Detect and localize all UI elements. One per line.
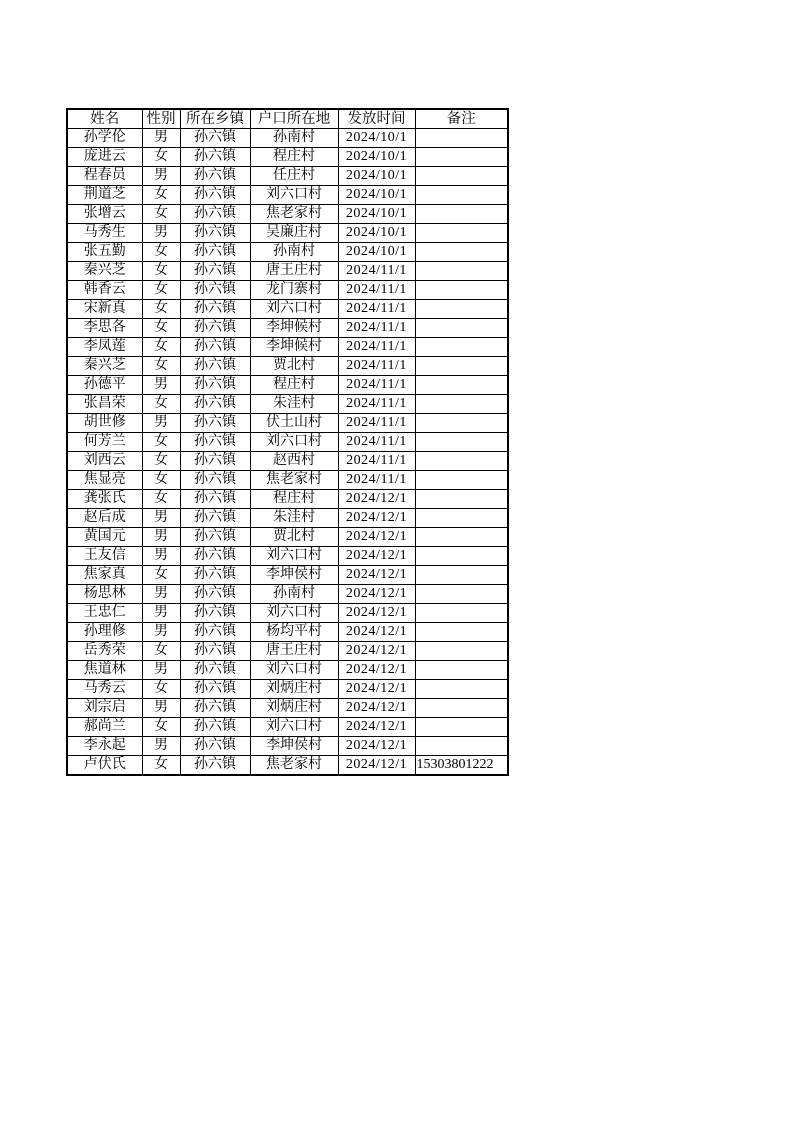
column-header-remark: 备注 bbox=[415, 109, 508, 129]
cell-gender: 男 bbox=[142, 623, 180, 642]
cell-issue_date: 2024/12/1 bbox=[338, 604, 415, 623]
cell-gender: 女 bbox=[142, 756, 180, 776]
cell-issue_date: 2024/11/1 bbox=[338, 376, 415, 395]
cell-residence: 程庄村 bbox=[250, 376, 338, 395]
cell-issue_date: 2024/10/1 bbox=[338, 224, 415, 243]
cell-remark bbox=[415, 129, 508, 148]
cell-name: 庞进云 bbox=[67, 148, 142, 167]
cell-remark bbox=[415, 224, 508, 243]
cell-name: 焦家真 bbox=[67, 566, 142, 585]
cell-township: 孙六镇 bbox=[180, 243, 250, 262]
cell-remark: 15303801222 bbox=[415, 756, 508, 776]
cell-residence: 赵西村 bbox=[250, 452, 338, 471]
table-row bbox=[67, 148, 508, 167]
table-row bbox=[67, 718, 508, 737]
roster-table bbox=[66, 108, 509, 776]
cell-gender: 男 bbox=[142, 414, 180, 433]
cell-remark bbox=[415, 148, 508, 167]
cell-township: 孙六镇 bbox=[180, 642, 250, 661]
cell-remark bbox=[415, 623, 508, 642]
cell-gender: 女 bbox=[142, 566, 180, 585]
table-row bbox=[67, 737, 508, 756]
cell-gender: 女 bbox=[142, 433, 180, 452]
table-row bbox=[67, 547, 508, 566]
cell-issue_date: 2024/11/1 bbox=[338, 281, 415, 300]
cell-residence: 刘六口村 bbox=[250, 547, 338, 566]
cell-name: 李凤莲 bbox=[67, 338, 142, 357]
cell-issue_date: 2024/12/1 bbox=[338, 756, 415, 776]
cell-issue_date: 2024/12/1 bbox=[338, 642, 415, 661]
cell-residence: 焦老家村 bbox=[250, 205, 338, 224]
table-row bbox=[67, 243, 508, 262]
cell-issue_date: 2024/12/1 bbox=[338, 509, 415, 528]
cell-gender: 男 bbox=[142, 737, 180, 756]
cell-remark bbox=[415, 300, 508, 319]
cell-residence: 孙南村 bbox=[250, 243, 338, 262]
table-row bbox=[67, 376, 508, 395]
cell-gender: 女 bbox=[142, 718, 180, 737]
cell-gender: 女 bbox=[142, 300, 180, 319]
cell-gender: 女 bbox=[142, 319, 180, 338]
cell-remark bbox=[415, 319, 508, 338]
table-row bbox=[67, 433, 508, 452]
cell-issue_date: 2024/11/1 bbox=[338, 338, 415, 357]
cell-gender: 男 bbox=[142, 547, 180, 566]
cell-issue_date: 2024/11/1 bbox=[338, 414, 415, 433]
cell-remark bbox=[415, 338, 508, 357]
cell-township: 孙六镇 bbox=[180, 414, 250, 433]
cell-residence: 刘六口村 bbox=[250, 604, 338, 623]
cell-remark bbox=[415, 604, 508, 623]
cell-township: 孙六镇 bbox=[180, 300, 250, 319]
cell-name: 王忠仁 bbox=[67, 604, 142, 623]
cell-issue_date: 2024/12/1 bbox=[338, 566, 415, 585]
table-row bbox=[67, 528, 508, 547]
cell-name: 张五勤 bbox=[67, 243, 142, 262]
table-row bbox=[67, 642, 508, 661]
cell-name: 郝尚兰 bbox=[67, 718, 142, 737]
cell-issue_date: 2024/11/1 bbox=[338, 300, 415, 319]
cell-issue_date: 2024/11/1 bbox=[338, 452, 415, 471]
cell-remark bbox=[415, 737, 508, 756]
table-row bbox=[67, 167, 508, 186]
cell-township: 孙六镇 bbox=[180, 148, 250, 167]
cell-name: 程春员 bbox=[67, 167, 142, 186]
cell-name: 杨思林 bbox=[67, 585, 142, 604]
cell-name: 马秀生 bbox=[67, 224, 142, 243]
cell-residence: 刘六口村 bbox=[250, 433, 338, 452]
cell-township: 孙六镇 bbox=[180, 490, 250, 509]
cell-residence: 孙南村 bbox=[250, 585, 338, 604]
cell-remark bbox=[415, 680, 508, 699]
cell-residence: 刘六口村 bbox=[250, 718, 338, 737]
table-row bbox=[67, 661, 508, 680]
cell-name: 何芳兰 bbox=[67, 433, 142, 452]
cell-issue_date: 2024/11/1 bbox=[338, 262, 415, 281]
cell-township: 孙六镇 bbox=[180, 167, 250, 186]
cell-residence: 吴廉庄村 bbox=[250, 224, 338, 243]
cell-gender: 男 bbox=[142, 376, 180, 395]
cell-residence: 李坤侯村 bbox=[250, 737, 338, 756]
table-row bbox=[67, 585, 508, 604]
cell-name: 刘西云 bbox=[67, 452, 142, 471]
cell-township: 孙六镇 bbox=[180, 566, 250, 585]
cell-remark bbox=[415, 509, 508, 528]
cell-township: 孙六镇 bbox=[180, 395, 250, 414]
cell-gender: 女 bbox=[142, 262, 180, 281]
cell-name: 李思各 bbox=[67, 319, 142, 338]
cell-issue_date: 2024/12/1 bbox=[338, 718, 415, 737]
cell-township: 孙六镇 bbox=[180, 129, 250, 148]
cell-residence: 刘炳庄村 bbox=[250, 699, 338, 718]
cell-gender: 男 bbox=[142, 528, 180, 547]
cell-name: 张昌荣 bbox=[67, 395, 142, 414]
table-row bbox=[67, 414, 508, 433]
table-row bbox=[67, 395, 508, 414]
cell-gender: 女 bbox=[142, 357, 180, 376]
cell-remark bbox=[415, 718, 508, 737]
cell-residence: 任庄村 bbox=[250, 167, 338, 186]
cell-gender: 女 bbox=[142, 642, 180, 661]
table-row bbox=[67, 566, 508, 585]
cell-name: 荆道芝 bbox=[67, 186, 142, 205]
cell-name: 韩香云 bbox=[67, 281, 142, 300]
cell-residence: 李坤候村 bbox=[250, 319, 338, 338]
cell-remark bbox=[415, 414, 508, 433]
cell-remark bbox=[415, 186, 508, 205]
table-row bbox=[67, 604, 508, 623]
cell-remark bbox=[415, 452, 508, 471]
cell-name: 赵后成 bbox=[67, 509, 142, 528]
cell-name: 孙德平 bbox=[67, 376, 142, 395]
cell-name: 孙理修 bbox=[67, 623, 142, 642]
cell-issue_date: 2024/10/1 bbox=[338, 205, 415, 224]
cell-gender: 女 bbox=[142, 680, 180, 699]
cell-residence: 杨均平村 bbox=[250, 623, 338, 642]
cell-township: 孙六镇 bbox=[180, 376, 250, 395]
cell-township: 孙六镇 bbox=[180, 186, 250, 205]
cell-remark bbox=[415, 471, 508, 490]
table-row bbox=[67, 699, 508, 718]
column-header-township: 所在乡镇 bbox=[180, 109, 250, 129]
cell-township: 孙六镇 bbox=[180, 699, 250, 718]
cell-remark bbox=[415, 547, 508, 566]
cell-issue_date: 2024/10/1 bbox=[338, 186, 415, 205]
cell-residence: 刘六口村 bbox=[250, 300, 338, 319]
cell-remark bbox=[415, 566, 508, 585]
cell-residence: 刘炳庄村 bbox=[250, 680, 338, 699]
cell-township: 孙六镇 bbox=[180, 224, 250, 243]
table-row bbox=[67, 300, 508, 319]
table-row bbox=[67, 490, 508, 509]
cell-gender: 男 bbox=[142, 167, 180, 186]
cell-remark bbox=[415, 433, 508, 452]
table-row bbox=[67, 129, 508, 148]
cell-issue_date: 2024/10/1 bbox=[338, 129, 415, 148]
cell-gender: 男 bbox=[142, 661, 180, 680]
cell-remark bbox=[415, 528, 508, 547]
cell-township: 孙六镇 bbox=[180, 357, 250, 376]
cell-township: 孙六镇 bbox=[180, 528, 250, 547]
cell-name: 马秀云 bbox=[67, 680, 142, 699]
cell-residence: 伏土山村 bbox=[250, 414, 338, 433]
cell-gender: 女 bbox=[142, 338, 180, 357]
cell-gender: 女 bbox=[142, 243, 180, 262]
cell-township: 孙六镇 bbox=[180, 756, 250, 776]
cell-issue_date: 2024/11/1 bbox=[338, 395, 415, 414]
cell-residence: 焦老家村 bbox=[250, 756, 338, 776]
cell-name: 刘宗启 bbox=[67, 699, 142, 718]
cell-issue_date: 2024/10/1 bbox=[338, 148, 415, 167]
cell-gender: 女 bbox=[142, 205, 180, 224]
cell-remark bbox=[415, 167, 508, 186]
cell-remark bbox=[415, 699, 508, 718]
cell-gender: 女 bbox=[142, 186, 180, 205]
cell-name: 李永起 bbox=[67, 737, 142, 756]
cell-residence: 焦老家村 bbox=[250, 471, 338, 490]
cell-issue_date: 2024/11/1 bbox=[338, 319, 415, 338]
column-header-name: 姓名 bbox=[67, 109, 142, 129]
cell-gender: 女 bbox=[142, 490, 180, 509]
cell-gender: 女 bbox=[142, 281, 180, 300]
cell-gender: 男 bbox=[142, 604, 180, 623]
table-row bbox=[67, 262, 508, 281]
cell-township: 孙六镇 bbox=[180, 585, 250, 604]
cell-name: 胡世修 bbox=[67, 414, 142, 433]
column-header-residence: 户口所在地 bbox=[250, 109, 338, 129]
cell-township: 孙六镇 bbox=[180, 604, 250, 623]
cell-issue_date: 2024/10/1 bbox=[338, 243, 415, 262]
cell-issue_date: 2024/12/1 bbox=[338, 737, 415, 756]
cell-residence: 朱洼村 bbox=[250, 509, 338, 528]
cell-township: 孙六镇 bbox=[180, 623, 250, 642]
cell-gender: 男 bbox=[142, 224, 180, 243]
cell-issue_date: 2024/12/1 bbox=[338, 490, 415, 509]
cell-issue_date: 2024/12/1 bbox=[338, 661, 415, 680]
cell-name: 宋新真 bbox=[67, 300, 142, 319]
cell-name: 焦显亮 bbox=[67, 471, 142, 490]
cell-issue_date: 2024/12/1 bbox=[338, 547, 415, 566]
cell-issue_date: 2024/11/1 bbox=[338, 471, 415, 490]
cell-remark bbox=[415, 661, 508, 680]
cell-gender: 女 bbox=[142, 452, 180, 471]
cell-remark bbox=[415, 642, 508, 661]
column-header-gender: 性别 bbox=[142, 109, 180, 129]
cell-name: 龚张氏 bbox=[67, 490, 142, 509]
cell-issue_date: 2024/10/1 bbox=[338, 167, 415, 186]
cell-name: 张增云 bbox=[67, 205, 142, 224]
table-row bbox=[67, 471, 508, 490]
cell-gender: 男 bbox=[142, 509, 180, 528]
cell-name: 焦道林 bbox=[67, 661, 142, 680]
cell-name: 孙学伦 bbox=[67, 129, 142, 148]
cell-residence: 唐王庄村 bbox=[250, 642, 338, 661]
table-row bbox=[67, 756, 508, 776]
cell-township: 孙六镇 bbox=[180, 319, 250, 338]
cell-residence: 龙门寨村 bbox=[250, 281, 338, 300]
cell-residence: 刘六口村 bbox=[250, 661, 338, 680]
cell-residence: 朱洼村 bbox=[250, 395, 338, 414]
cell-remark bbox=[415, 262, 508, 281]
table-row bbox=[67, 623, 508, 642]
cell-issue_date: 2024/12/1 bbox=[338, 528, 415, 547]
cell-issue_date: 2024/12/1 bbox=[338, 699, 415, 718]
cell-name: 王友信 bbox=[67, 547, 142, 566]
cell-name: 黄国元 bbox=[67, 528, 142, 547]
cell-township: 孙六镇 bbox=[180, 471, 250, 490]
cell-residence: 程庄村 bbox=[250, 148, 338, 167]
cell-issue_date: 2024/11/1 bbox=[338, 433, 415, 452]
cell-township: 孙六镇 bbox=[180, 338, 250, 357]
table-row bbox=[67, 281, 508, 300]
cell-residence: 程庄村 bbox=[250, 490, 338, 509]
cell-remark bbox=[415, 243, 508, 262]
cell-township: 孙六镇 bbox=[180, 718, 250, 737]
cell-gender: 女 bbox=[142, 471, 180, 490]
cell-issue_date: 2024/12/1 bbox=[338, 680, 415, 699]
cell-remark bbox=[415, 376, 508, 395]
table-row bbox=[67, 509, 508, 528]
table-row bbox=[67, 319, 508, 338]
table-row bbox=[67, 338, 508, 357]
cell-name: 卢伏氏 bbox=[67, 756, 142, 776]
cell-gender: 男 bbox=[142, 129, 180, 148]
cell-township: 孙六镇 bbox=[180, 737, 250, 756]
cell-township: 孙六镇 bbox=[180, 205, 250, 224]
cell-township: 孙六镇 bbox=[180, 509, 250, 528]
table-row bbox=[67, 186, 508, 205]
cell-township: 孙六镇 bbox=[180, 452, 250, 471]
cell-township: 孙六镇 bbox=[180, 547, 250, 566]
cell-township: 孙六镇 bbox=[180, 262, 250, 281]
cell-township: 孙六镇 bbox=[180, 661, 250, 680]
cell-remark bbox=[415, 281, 508, 300]
cell-residence: 贾北村 bbox=[250, 357, 338, 376]
header-row bbox=[67, 109, 508, 129]
cell-name: 岳秀荣 bbox=[67, 642, 142, 661]
cell-issue_date: 2024/11/1 bbox=[338, 357, 415, 376]
cell-residence: 贾北村 bbox=[250, 528, 338, 547]
cell-residence: 唐王庄村 bbox=[250, 262, 338, 281]
cell-gender: 女 bbox=[142, 148, 180, 167]
cell-township: 孙六镇 bbox=[180, 680, 250, 699]
cell-residence: 刘六口村 bbox=[250, 186, 338, 205]
cell-remark bbox=[415, 585, 508, 604]
cell-gender: 女 bbox=[142, 395, 180, 414]
column-header-issue-date: 发放时间 bbox=[338, 109, 415, 129]
table-row bbox=[67, 680, 508, 699]
table-row bbox=[67, 224, 508, 243]
table-row bbox=[67, 205, 508, 224]
cell-remark bbox=[415, 357, 508, 376]
table-row bbox=[67, 357, 508, 376]
cell-issue_date: 2024/12/1 bbox=[338, 585, 415, 604]
cell-remark bbox=[415, 395, 508, 414]
cell-township: 孙六镇 bbox=[180, 281, 250, 300]
cell-gender: 男 bbox=[142, 699, 180, 718]
cell-issue_date: 2024/12/1 bbox=[338, 623, 415, 642]
cell-remark bbox=[415, 205, 508, 224]
table-row bbox=[67, 452, 508, 471]
cell-residence: 孙南村 bbox=[250, 129, 338, 148]
cell-name: 秦兴芝 bbox=[67, 357, 142, 376]
cell-residence: 李坤候村 bbox=[250, 338, 338, 357]
cell-gender: 男 bbox=[142, 585, 180, 604]
cell-name: 秦兴芝 bbox=[67, 262, 142, 281]
cell-residence: 李坤侯村 bbox=[250, 566, 338, 585]
cell-remark bbox=[415, 490, 508, 509]
cell-township: 孙六镇 bbox=[180, 433, 250, 452]
